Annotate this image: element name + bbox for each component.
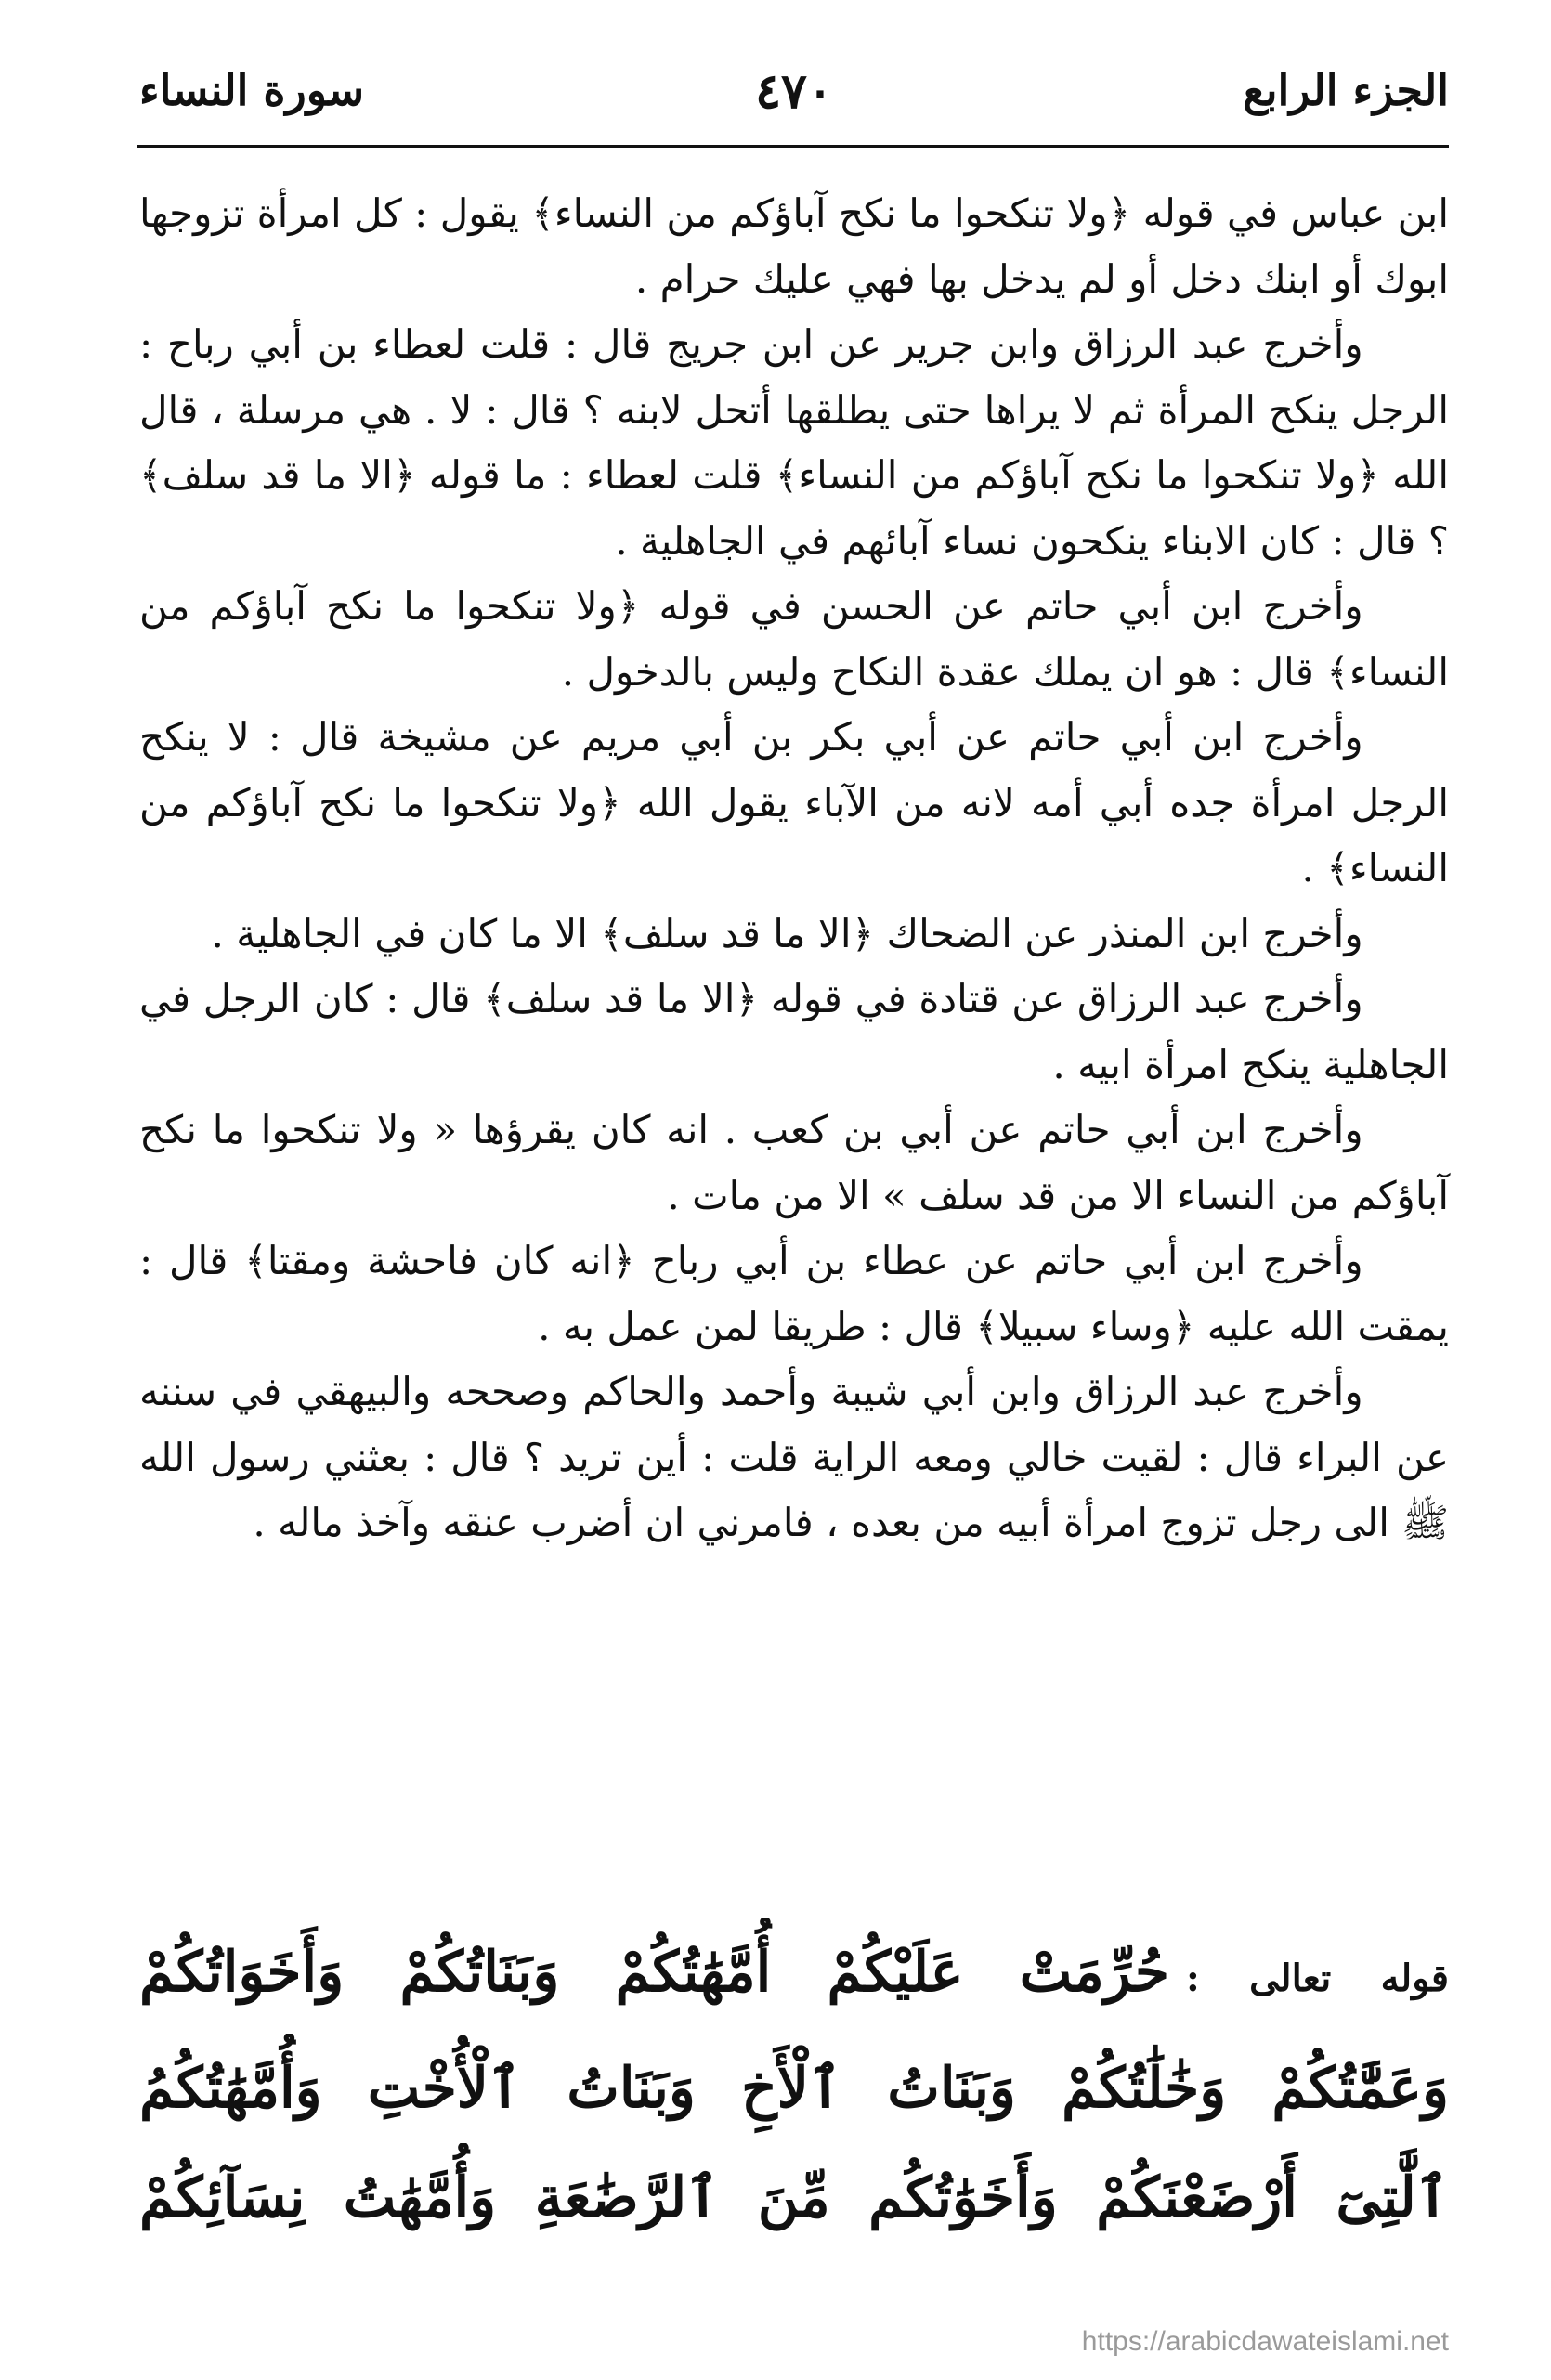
verse-text: حُرِّمَتْ عَلَيْكُمْ أُمَّهَٰتُكُمْ وَبَنَاتُكُمْ وَأَخَوَاتُكُمْ	[139, 1940, 1169, 2005]
watermark-url: https://arabicdawateislami.net	[1081, 2326, 1449, 2357]
paragraph: ابن عباس في قوله ﴿ولا تنكحوا ما نكح آباؤكم من النساء﴾ يقول : كل امرأة تزوجها ابوك أو ابنك دخل أو لم يدخل بها فهي عليك حرام .	[139, 190, 1449, 302]
verse-intro: قوله تعالى :	[1185, 1957, 1449, 2000]
page-header	[139, 56, 1449, 139]
paragraph: وأخرج ابن المنذر عن الضحاك ﴿الا ما قد سلف﴾ الا ما كان في الجاهلية .	[211, 910, 1363, 956]
paragraph: وأخرج عبد الرزاق وابن جرير عن ابن جريج قال : قلت لعطاء بن أبي رباح : الرجل ينكح المرأة ثم لا يراها حتى يطلقها أتحل لابنه ؟ قال : لا . هي مرسلة ، قال الله ﴿ولا تنكحوا ما نكح آباؤكم من النساء﴾ قلت لعطاء : ما قوله ﴿الا ما قد سلف﴾ ؟ قال : كان الابناء ينكحون نساء آبائهم في الجاهلية .	[139, 321, 1449, 564]
paragraph: وأخرج ابن أبي حاتم عن أبي بكر بن أبي مريم عن مشيخة قال : لا ينكح الرجل امرأة جده أبي أمه لانه من الآباء يقول الله ﴿ولا تنكحوا ما نكح آباؤكم من النساء﴾ .	[139, 714, 1449, 891]
paragraph: وأخرج عبد الرزاق وابن أبي شيبة وأحمد والحاكم وصححه والبيهقي في سننه عن البراء قال : لقيت خالي ومعه الراية قلت : أين تريد ؟ قال : بعثني رسول الله ﷺ الى رجل تزوج امرأة أبيه من بعده ، فامرني ان أضرب عنقه وآخذ ماله .	[139, 1369, 1449, 1545]
verse-line: ٱلَّٰتِىٓ أَرْضَعْنَكُمْ وَأَخَوَٰتُكُم مِّنَ ٱلرَّضَٰعَةِ وَأُمَّهَٰتُ نِسَآئِكُمْ	[139, 2165, 1449, 2230]
verse-line: وَعَمَّٰتُكُمْ وَخَٰلَٰتُكُمْ وَبَنَاتُ ٱلْأَخِ وَبَنَاتُ ٱلْأُخْتِ وَأُمَّهَٰتُكُمُ	[139, 2056, 1449, 2121]
header-divider	[137, 145, 1449, 148]
page-number: ٤٧٠	[755, 63, 833, 120]
paragraph: وأخرج ابن أبي حاتم عن أبي بن كعب . انه كان يقرؤها « ولا تنكحوا ما نكح آباؤكم من النساء الا من قد سلف » الا من مات .	[139, 1107, 1449, 1218]
verse-line	[139, 1918, 1449, 2034]
surah-title: سورة النساء	[139, 65, 364, 115]
paragraph: وأخرج عبد الرزاق عن قتادة في قوله ﴿الا ما قد سلف﴾ قال : كان الرجل في الجاهلية ينكح امرأة ابيه .	[139, 976, 1449, 1087]
paragraph: وأخرج ابن أبي حاتم عن الحسن في قوله ﴿ولا تنكحوا ما نكح آباؤكم من النساء﴾ قال : هو ان يملك عقدة النكاح وليس بالدخول .	[139, 583, 1449, 695]
commentary-text	[139, 181, 1449, 1556]
juz-title: الجزء الرابع	[1243, 65, 1449, 115]
quran-verse	[139, 1918, 1449, 2253]
paragraph: وأخرج ابن أبي حاتم عن عطاء بن أبي رباح ﴿انه كان فاحشة ومقتا﴾ قال : يمقت الله عليه ﴿وساء سبيلا﴾ قال : طريقا لمن عمل به .	[139, 1238, 1449, 1349]
